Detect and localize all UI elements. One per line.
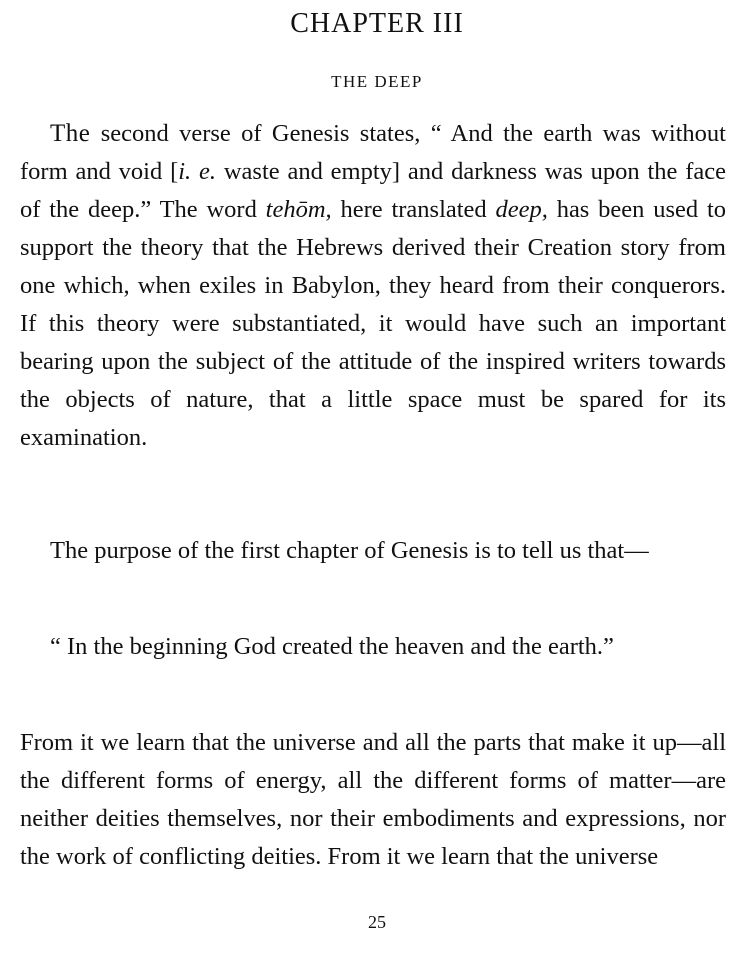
tehom-word: tehōm,	[265, 196, 332, 223]
paragraph-3: From it we learn that the universe and all the parts that make it up—all the different forms of energy, all the different forms of matter—are neither deities themselves, nor their embodiments and expressions, nor the work of conflicting deities. From it we learn that the universe	[20, 729, 726, 870]
paragraph-1-text-b: waste and empty] and darkness was upon the face of the deep.” The word	[20, 158, 727, 223]
paragraph-2: The purpose of the first chapter of Genesis is to tell us that—	[50, 537, 649, 564]
chapter-title: CHAPTER III	[290, 8, 464, 39]
section-title: THE DEEP	[331, 72, 423, 91]
page-number: 25	[368, 912, 386, 932]
paragraph-1-text-d: has been used to support the theory that the Hebrews derived their Creation story from one which, when exiles in Babylon, they heard from their conquerors. If this theory were substantiated, it would have such an important bearing upon the subject of the attitude of the inspired writers towards the objects of nature, that a little space must be spared for its examination.	[20, 196, 726, 451]
paragraph-1-text-c: here translated	[331, 196, 496, 223]
scripture-quote: “ In the beginning God created the heaven and the earth.”	[50, 633, 614, 660]
deep-word: deep,	[495, 196, 548, 223]
ie-abbrev: i. e.	[178, 158, 217, 185]
paragraph-1-text-a: second verse of Genesis states, “ And the earth was without form and void [	[20, 120, 726, 185]
opening-word: The	[50, 120, 91, 147]
paragraph-1	[20, 115, 726, 457]
